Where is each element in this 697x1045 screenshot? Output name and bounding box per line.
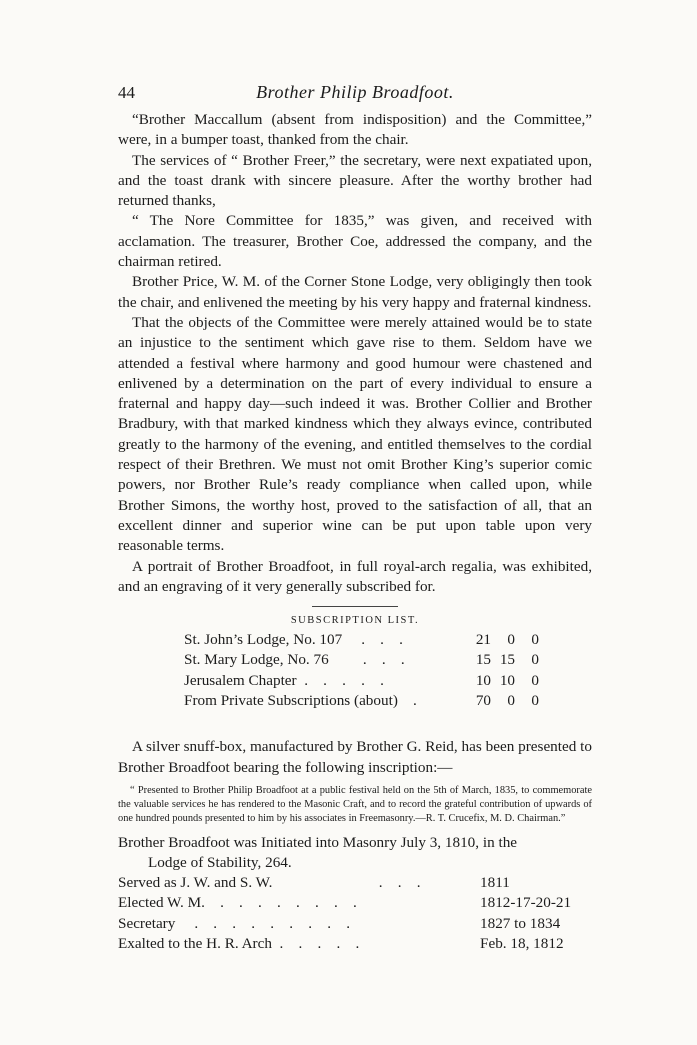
service-date: 1827 to 1834 — [480, 914, 561, 932]
paragraph: Brother Price, W. M. of the Corner Stone Lodge, very obligingly then took the chair, and enlivened the meeting by his very happy and fraternal kindness. — [118, 273, 592, 311]
subscription-amount — [461, 691, 539, 711]
subscription-list — [118, 630, 592, 711]
service-row — [118, 934, 592, 954]
subscription-row — [184, 671, 539, 691]
paragraph: A portrait of Brother Broadfoot, in full royal-arch regalia, was exhibited, and an engraving of it very generally subscribed for. — [118, 557, 592, 595]
page-header — [118, 82, 592, 110]
paragraph: The services of “ Brother Freer,” the secretary, were next expatiated upon, and the toast drank with sincere pleasure. After the worthy brother had returned thanks, — [118, 151, 592, 210]
running-title: Brother Philip Broadfoot. — [256, 82, 454, 102]
subscription-title: SUBSCRIPTION LIST. — [290, 615, 420, 627]
service-row — [118, 914, 592, 934]
service-label: Elected W. M. . . . . . . . . — [118, 894, 357, 912]
paragraph: A silver snuff-box, manufactured by Brother G. Reid, has been presented to Brother Broadfoot bearing the following inscription:— — [118, 738, 592, 776]
amount-pence: 0 — [531, 631, 539, 649]
subscription-amount — [461, 650, 539, 670]
amount-pounds: 15 — [475, 651, 491, 669]
service-label: Served as J. W. and S. W. . . . — [118, 874, 421, 892]
service-label: Exalted to the H. R. Arch . . . . . — [118, 935, 360, 952]
subscription-row — [184, 630, 539, 650]
amount-pounds: 21 — [475, 631, 491, 649]
initiation-line-continued: Lodge of Stability, 264. — [148, 853, 292, 871]
amount-pence: 0 — [531, 671, 539, 689]
amount-shillings: 15 — [499, 651, 515, 669]
initiation-line: Brother Broadfoot was Initiated into Masonry July 3, 1810, in the — [118, 833, 518, 851]
subscriber-name: St. John’s Lodge, No. 107 . . . — [184, 631, 403, 649]
service-date: Feb. 18, 1812 — [480, 935, 564, 952]
book-page — [118, 82, 592, 954]
page-number: 44 — [118, 83, 135, 102]
subscription-row — [184, 650, 539, 670]
service-row — [118, 893, 592, 913]
subscription-row — [184, 691, 539, 711]
service-record — [118, 873, 592, 954]
subscriber-name: Jerusalem Chapter . . . . . — [184, 671, 384, 689]
subscriber-name: From Private Subscriptions (about) . — [184, 692, 417, 710]
subscription-amount — [461, 671, 539, 691]
amount-pence: 0 — [531, 651, 539, 669]
inscription-quote: “ Presented to Brother Philip Broadfoot at a public festival held on the 5th of March, 1835, to commemorate the valuable services he has rendered to the Masonic Craft, and to record the grateful contribution of upwards of one hundred pounds presented to him by his associates in Freemasonry.—R. T. Crucefix, M. D. Chairman.” — [118, 784, 592, 825]
service-date: 1811 — [480, 874, 510, 892]
service-label: Secretary . . . . . . . . . — [118, 914, 350, 932]
subscriber-name: St. Mary Lodge, No. 76 . . . — [184, 651, 405, 669]
snuffbox-section — [118, 737, 592, 778]
service-date: 1812-17-20-21 — [480, 894, 572, 912]
paragraph: “Brother Maccallum (absent from indisposition) and the Committee,” were, in a bumper toast, thanked from the chair. — [118, 111, 592, 149]
spacer — [118, 711, 592, 737]
amount-shillings: 0 — [507, 631, 515, 649]
amount-pence: 0 — [531, 692, 539, 710]
paragraph: That the objects of the Committee were merely attained would be to state an injustice to the sentiment which gave rise to them. Seldom have we attended a festival where harmony and good humour were chastened and enlivened by a determination on the part of every individual to ensure a fraternal and happy day—such indeed it was. Brother Collier and Brother Bradbury, with that marked kindness which they always evince, contributed greatly to the harmony of the evening, and entitled themselves to the cordial respect of their Brethren. We must not omit Brother King’s superior comic powers, nor Brother Rule’s ready compliance when called upon, while Brother Simons, the worthy host, proved to the satisfaction of all, that an excellent dinner and superior wine can be put upon table upon very reasonable terms. — [118, 313, 592, 555]
section-divider — [312, 606, 398, 607]
service-row — [118, 873, 592, 893]
paragraph: “ The Nore Committee for 1835,” was given, and received with acclamation. The treasurer, Brother Coe, addressed the company, and the chairman retired. — [118, 212, 592, 271]
amount-pounds: 10 — [475, 671, 491, 689]
amount-shillings: 10 — [499, 671, 515, 689]
subscription-amount — [461, 630, 539, 650]
amount-shillings: 0 — [507, 692, 515, 710]
amount-pounds: 70 — [475, 692, 491, 710]
body-text — [118, 110, 592, 597]
